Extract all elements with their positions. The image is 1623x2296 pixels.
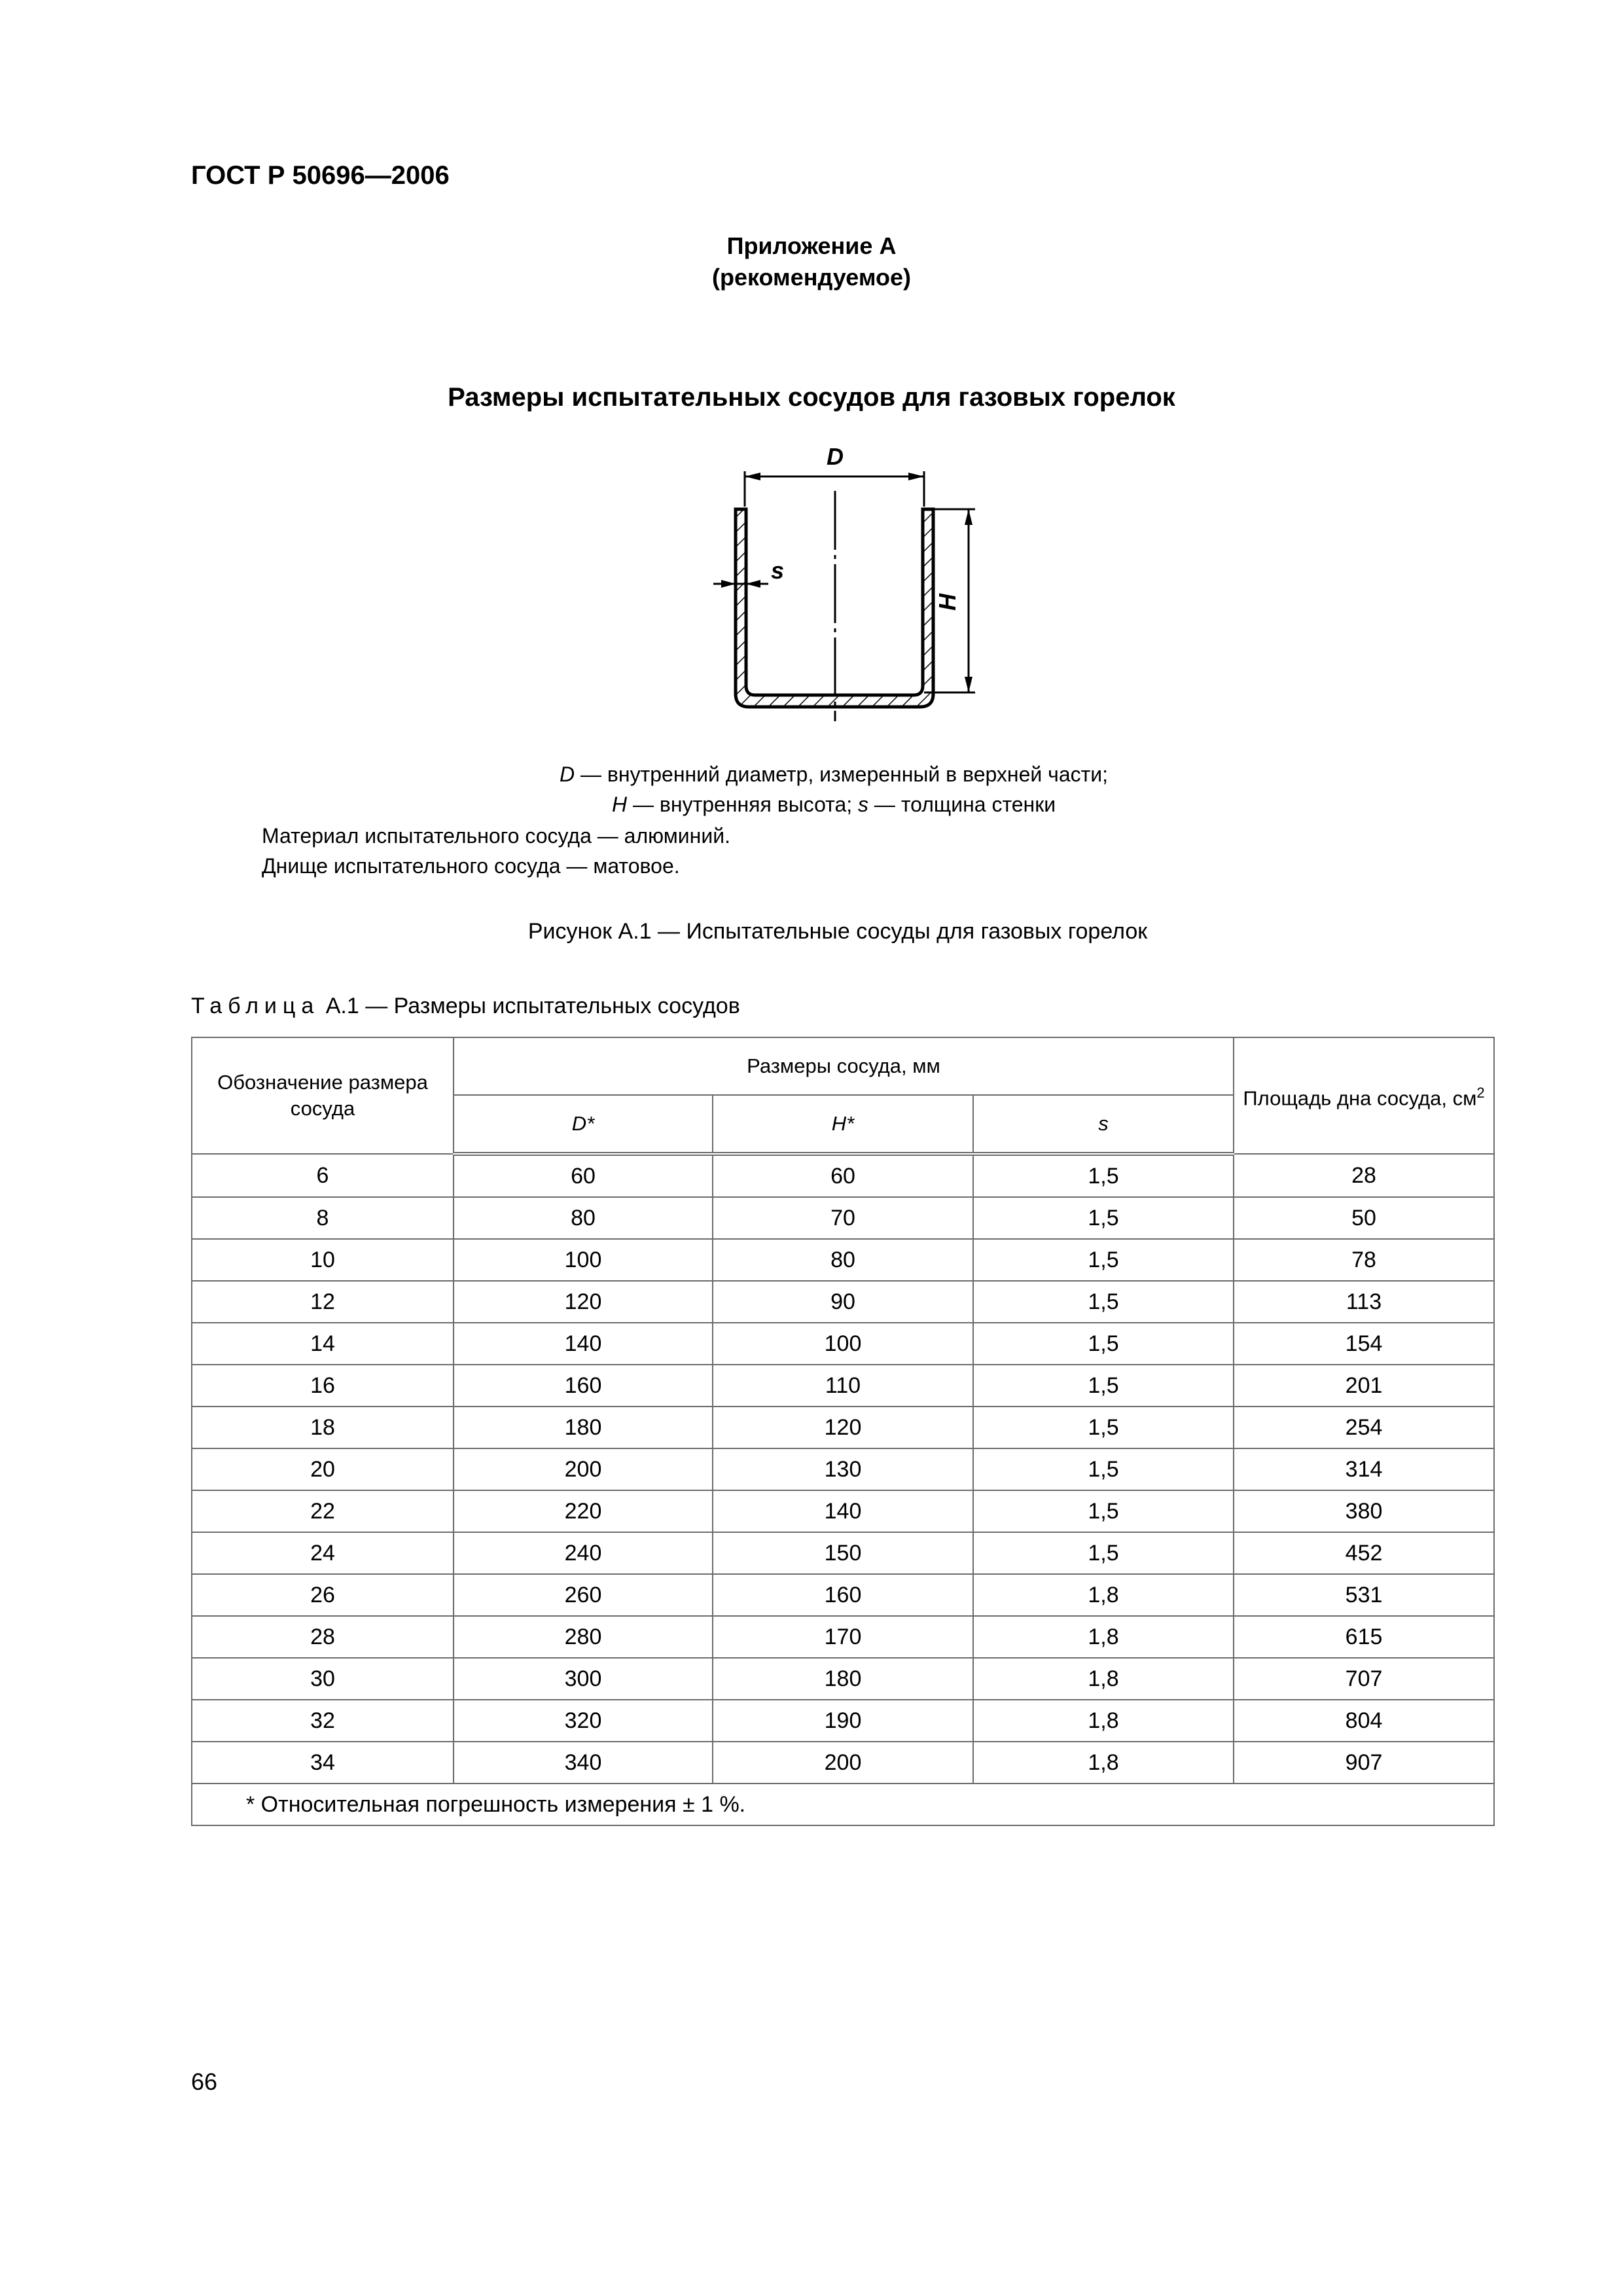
d-arrow-right (908, 473, 924, 480)
table-cell: 1,8 (973, 1700, 1234, 1742)
subheader-d: D* (454, 1095, 713, 1154)
table-cell: 1,5 (973, 1239, 1234, 1281)
table-row (192, 1658, 1494, 1700)
legend-text-d: — внутренний диаметр, измеренный в верхней части; (575, 762, 1109, 786)
table-cell: 18 (192, 1407, 454, 1448)
table-cell: 28 (192, 1616, 454, 1658)
table-cell: 1,5 (973, 1365, 1234, 1407)
table-cell: 100 (713, 1323, 973, 1365)
table-cell: 110 (713, 1365, 973, 1407)
figure-caption: Рисунок А.1 — Испытательные сосуды для газовых горелок (527, 919, 1148, 944)
table-cell: 26 (192, 1574, 454, 1616)
table-cell: 150 (713, 1532, 973, 1574)
table-cell: 8 (192, 1197, 454, 1239)
table-title (191, 994, 740, 1019)
legend-symbol-d: D (560, 762, 575, 786)
table-row (192, 1532, 1494, 1574)
s-arrow-left (721, 580, 736, 588)
table-cell: 280 (454, 1616, 713, 1658)
table-cell: 220 (454, 1490, 713, 1532)
subheader-s: s (973, 1095, 1234, 1154)
s-arrow-right (746, 580, 760, 588)
table-cell: 32 (192, 1700, 454, 1742)
table-row (192, 1239, 1494, 1281)
table-cell: 1,5 (973, 1154, 1234, 1197)
table-cell: 1,8 (973, 1742, 1234, 1784)
table-row (192, 1700, 1494, 1742)
table-caption: А.1 — Размеры испытательных сосудов (319, 994, 740, 1018)
table-cell: 113 (1234, 1281, 1494, 1323)
legend-text-h: — внутренняя высота; (627, 793, 859, 816)
table-cell: 60 (454, 1154, 713, 1197)
table-cell: 1,8 (973, 1574, 1234, 1616)
table-cell: 20 (192, 1448, 454, 1490)
table-cell: 120 (713, 1407, 973, 1448)
table-row (192, 1448, 1494, 1490)
dimensions-table (191, 1037, 1495, 1826)
table-cell: 260 (454, 1574, 713, 1616)
table-cell: 320 (454, 1700, 713, 1742)
table-cell: 190 (713, 1700, 973, 1742)
table-cell: 22 (192, 1490, 454, 1532)
table-cell: 180 (713, 1658, 973, 1700)
table-row (192, 1574, 1494, 1616)
table-cell: 1,5 (973, 1281, 1234, 1323)
note-bottom-finish: Днище испытательного сосуда — матовое. (262, 854, 680, 878)
table-cell: 160 (454, 1365, 713, 1407)
table-cell: 907 (1234, 1742, 1494, 1784)
table-cell: 615 (1234, 1616, 1494, 1658)
table-cell: 130 (713, 1448, 973, 1490)
table-cell: 707 (1234, 1658, 1494, 1700)
table-cell: 34 (192, 1742, 454, 1784)
table-row (192, 1281, 1494, 1323)
table-cell: 1,5 (973, 1532, 1234, 1574)
table-cell: 10 (192, 1239, 454, 1281)
table-row (192, 1154, 1494, 1197)
table-cell: 314 (1234, 1448, 1494, 1490)
table-cell: 380 (1234, 1490, 1494, 1532)
page-number: 66 (191, 2068, 218, 2095)
table-row (192, 1323, 1494, 1365)
note-material: Материал испытательного сосуда — алюминий. (262, 824, 730, 848)
legend-symbol-h: H (612, 793, 628, 816)
table-cell: 201 (1234, 1365, 1494, 1407)
legend-line-2 (612, 789, 1056, 819)
table-row (192, 1197, 1494, 1239)
header-dimensions: Размеры сосуда, мм (454, 1037, 1234, 1095)
table-cell: 1,5 (973, 1197, 1234, 1239)
table-cell: 1,5 (973, 1490, 1234, 1532)
header-area: Площадь дна сосуда, $см^2$ (1234, 1037, 1494, 1154)
d-label: D (827, 443, 844, 470)
table-cell: 14 (192, 1323, 454, 1365)
header-designation: Обозначение размера сосуда (192, 1037, 454, 1154)
h-arrow-top (965, 509, 972, 525)
table-cell: 12 (192, 1281, 454, 1323)
d-arrow-left (745, 473, 760, 480)
table-cell: 140 (454, 1323, 713, 1365)
table-cell: 100 (454, 1239, 713, 1281)
table-cell: 60 (713, 1154, 973, 1197)
annex-title: Приложение А (726, 232, 897, 259)
table-cell: 6 (192, 1154, 454, 1197)
table-cell: 140 (713, 1490, 973, 1532)
legend-text-s: — толщина стенки (868, 793, 1056, 816)
h-label: H (934, 594, 961, 611)
table-cell: 1,5 (973, 1448, 1234, 1490)
table-cell: 160 (713, 1574, 973, 1616)
table-cell: 50 (1234, 1197, 1494, 1239)
table-cell: 200 (454, 1448, 713, 1490)
table-row (192, 1742, 1494, 1784)
table-cell: 340 (454, 1742, 713, 1784)
table-row (192, 1616, 1494, 1658)
table-cell: 531 (1234, 1574, 1494, 1616)
table-cell: 28 (1234, 1154, 1494, 1197)
standard-code: ГОСТ Р 50696—2006 (191, 161, 450, 190)
table-body (192, 1154, 1494, 1784)
table-cell: 452 (1234, 1532, 1494, 1574)
table-cell: 180 (454, 1407, 713, 1448)
table-cell: 1,5 (973, 1323, 1234, 1365)
table-cell: 154 (1234, 1323, 1494, 1365)
table-cell: 78 (1234, 1239, 1494, 1281)
table-cell: 90 (713, 1281, 973, 1323)
section-title: Размеры испытательных сосудов для газовых горелок (448, 383, 1175, 412)
table-cell: 804 (1234, 1700, 1494, 1742)
h-arrow-bottom (965, 677, 972, 692)
table-cell: 1,8 (973, 1658, 1234, 1700)
table-footnote: * Относительная погрешность измерения ± 1 %. (192, 1784, 1494, 1825)
table-cell: 16 (192, 1365, 454, 1407)
subheader-h: H* (713, 1095, 973, 1154)
table-cell: 70 (713, 1197, 973, 1239)
table-cell: 240 (454, 1532, 713, 1574)
table-cell: 120 (454, 1281, 713, 1323)
legend-line-1 (560, 759, 1108, 789)
table-row (192, 1365, 1494, 1407)
table-cell: 300 (454, 1658, 713, 1700)
table-cell: 80 (454, 1197, 713, 1239)
table-cell: 80 (713, 1239, 973, 1281)
table-cell: 170 (713, 1616, 973, 1658)
table-cell: 30 (192, 1658, 454, 1700)
table-cell: 1,5 (973, 1407, 1234, 1448)
table-cell: 24 (192, 1532, 454, 1574)
table-row (192, 1490, 1494, 1532)
table-cell: 254 (1234, 1407, 1494, 1448)
table-row (192, 1407, 1494, 1448)
annex-subtitle: (рекомендуемое) (712, 264, 911, 291)
table-cell: 1,8 (973, 1616, 1234, 1658)
vessel-diagram (681, 439, 995, 740)
legend-symbol-s: s (858, 793, 869, 816)
s-label: s (771, 557, 785, 584)
table-cell: 200 (713, 1742, 973, 1784)
table-label: Таблица (191, 994, 320, 1018)
